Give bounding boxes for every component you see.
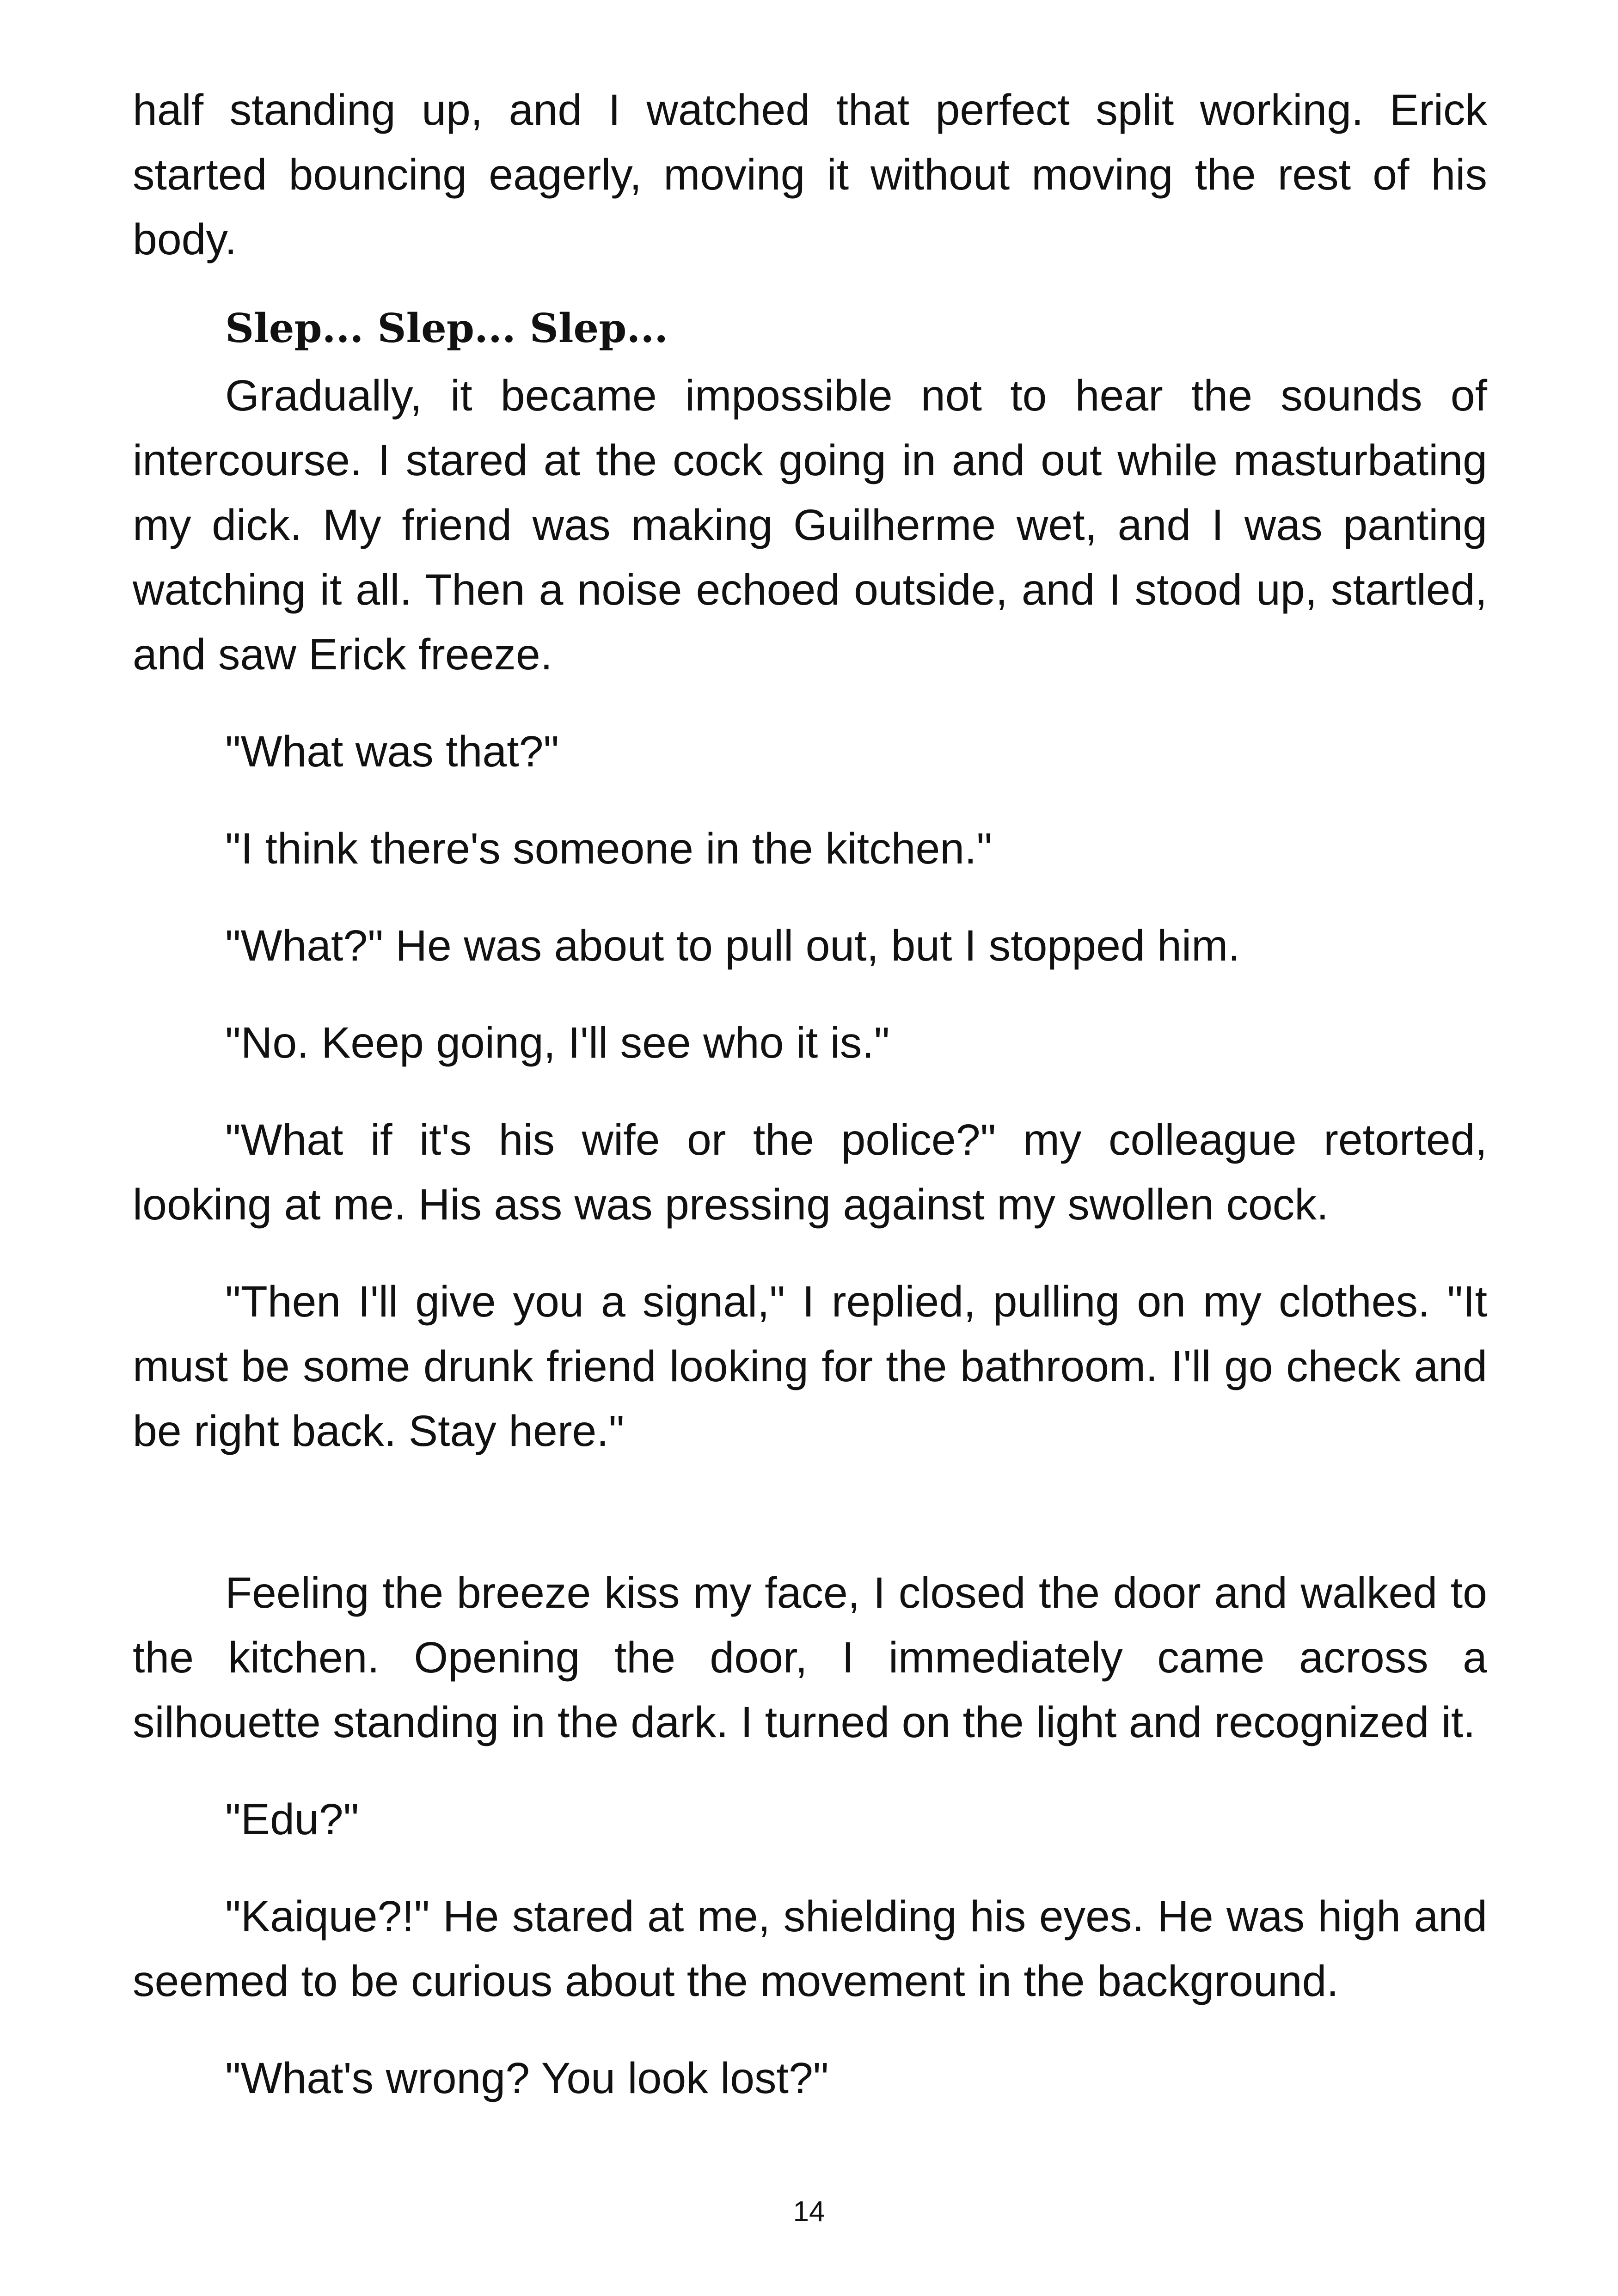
dialogue-line: "Then I'll give you a signal," I replied, pulling on my clothes. "It must be some drunk friend looking for the bathroom. I'll go check and be right back. Stay here." (133, 1277, 1487, 1456)
dialogue-line: "What was that?" (225, 727, 559, 776)
dialogue-line: "What's wrong? You look lost?" (225, 2054, 829, 2103)
dialogue-line: "Kaique?!" He stared at me, shielding his eyes. He was high and seemed to be curious about the movement in the background. (133, 1892, 1487, 2006)
body-text (133, 78, 1487, 2111)
sound-effect-line: Slep... Slep... Slep... (225, 305, 668, 352)
dialogue-line: "What if it's his wife or the police?" my colleague retorted, looking at me. His ass was pressing against my swollen cock. (133, 1115, 1487, 1229)
paragraph: half standing up, and I watched that perfect split working. Erick started bouncing eagerly, moving it without moving the rest of his body. (133, 86, 1487, 264)
paragraph: Feeling the breeze kiss my face, I closed the door and walked to the kitchen. Opening the door, I immediately came across a silhouette standing in the dark. I turned on the light and recognized it. (133, 1568, 1487, 1747)
paragraph: Gradually, it became impossible not to hear the sounds of intercourse. I stared at the cock going in and out while masturbating my dick. My friend was making Guilherme wet, and I was panting watching it all. Then a noise echoed outside, and I stood up, startled, and saw Erick freeze. (133, 371, 1487, 679)
dialogue-line: "I think there's someone in the kitchen." (225, 824, 993, 873)
dialogue-line: "Edu?" (225, 1795, 359, 1844)
dialogue-line: "What?" He was about to pull out, but I stopped him. (225, 921, 1240, 970)
dialogue-line: "No. Keep going, I'll see who it is." (225, 1018, 890, 1067)
page-number: 14 (793, 2196, 825, 2228)
